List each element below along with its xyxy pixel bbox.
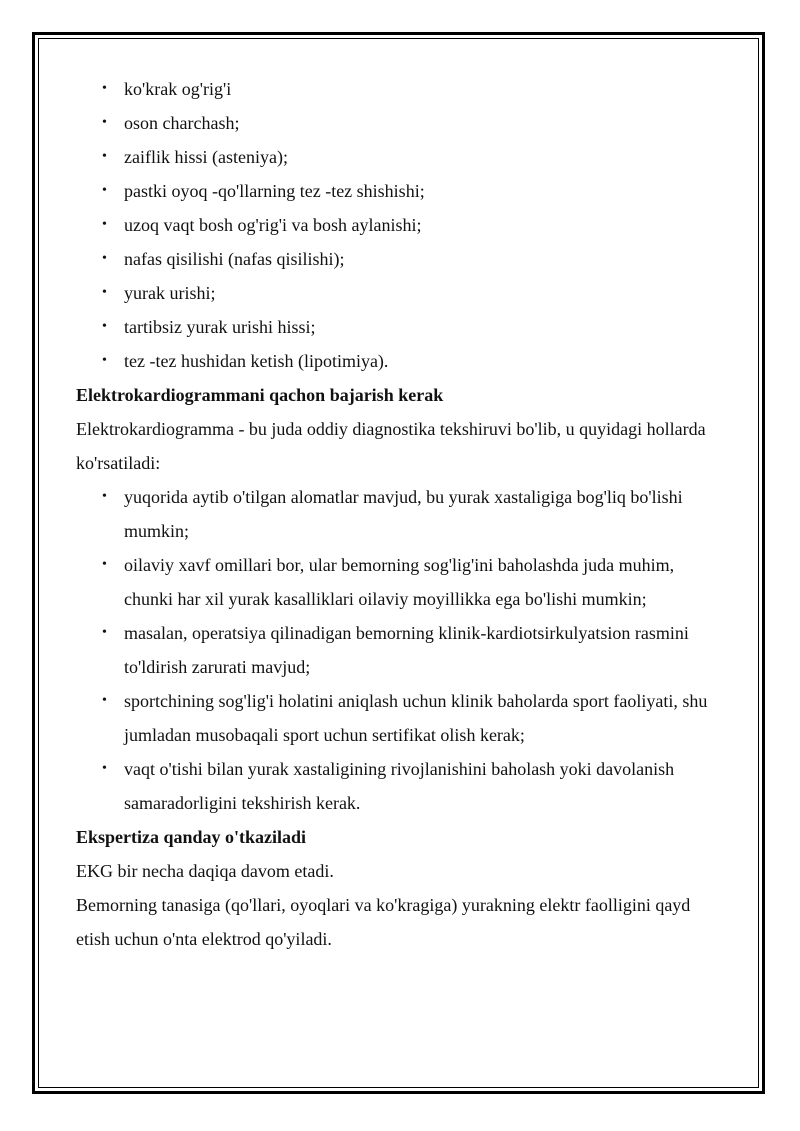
list-item-text: ko'krak og'rig'i	[124, 79, 232, 99]
bullet-icon: •	[102, 489, 107, 504]
document-body	[76, 72, 726, 956]
indication-list	[76, 480, 726, 820]
paragraph: Bemorning tanasiga (qo'llari, oyoqlari va ko'kragiga) yurakning elektr faolligini qayd etish uchun o'nta elektrod qo'yiladi.	[76, 895, 691, 949]
list-item	[76, 616, 726, 684]
bullet-icon: •	[102, 353, 107, 368]
list-item	[76, 276, 726, 310]
list-item-text: uzoq vaqt bosh og'rig'i va bosh aylanishi;	[124, 215, 422, 235]
list-item	[76, 344, 726, 378]
list-item	[76, 106, 726, 140]
bullet-icon: •	[102, 217, 107, 232]
bullet-icon: •	[102, 285, 107, 300]
paragraph: EKG bir necha daqiqa davom etadi.	[76, 861, 334, 881]
bullet-icon: •	[102, 183, 107, 198]
list-item	[76, 208, 726, 242]
list-item	[76, 684, 726, 752]
bullet-icon: •	[102, 81, 107, 96]
list-item	[76, 548, 726, 616]
list-item-text: pastki oyoq -qo'llarning tez -tez shishishi;	[124, 181, 425, 201]
bullet-icon: •	[102, 251, 107, 266]
list-item-text: yuqorida aytib o'tilgan alomatlar mavjud, bu yurak xastaligiga bog'liq bo'lishi mumkin;	[124, 487, 683, 541]
list-item	[76, 310, 726, 344]
bullet-icon: •	[102, 319, 107, 334]
list-item	[76, 140, 726, 174]
bullet-icon: •	[102, 557, 107, 572]
bullet-icon: •	[102, 625, 107, 640]
list-item-text: masalan, operatsiya qilinadigan bemorning klinik-kardiotsirkulyatsion rasmini to'ldirish zarurati mavjud;	[124, 623, 689, 677]
list-item	[76, 72, 726, 106]
bullet-icon: •	[102, 761, 107, 776]
list-item-text: zaiflik hissi (asteniya);	[124, 147, 288, 167]
list-item	[76, 480, 726, 548]
list-item-text: vaqt o'tishi bilan yurak xastaligining rivojlanishini baholash yoki davolanish samaradorligini tekshirish kerak.	[124, 759, 675, 813]
list-item	[76, 752, 726, 820]
list-item-text: yurak urishi;	[124, 283, 216, 303]
list-item-text: oilaviy xavf omillari bor, ular bemorning sog'lig'ini baholashda juda muhim, chunki har xil yurak kasalliklari oilaviy moyillikka ega bo'lishi mumkin;	[124, 555, 675, 609]
list-item-text: oson charchash;	[124, 113, 240, 133]
symptom-list	[76, 72, 726, 378]
list-item	[76, 174, 726, 208]
bullet-icon: •	[102, 693, 107, 708]
list-item-text: nafas qisilishi (nafas qisilishi);	[124, 249, 345, 269]
section-heading: Elektrokardiogrammani qachon bajarish kerak	[76, 385, 444, 405]
bullet-icon: •	[102, 149, 107, 164]
paragraph: Elektrokardiogramma - bu juda oddiy diagnostika tekshiruvi bo'lib, u quyidagi hollarda ko'rsatiladi:	[76, 419, 706, 473]
section-heading: Ekspertiza qanday o'tkaziladi	[76, 827, 307, 847]
list-item	[76, 242, 726, 276]
bullet-icon: •	[102, 115, 107, 130]
list-item-text: sportchining sog'lig'i holatini aniqlash uchun klinik baholarda sport faoliyati, shu jumladan musobaqali sport uchun sertifikat olish kerak;	[124, 691, 708, 745]
list-item-text: tez -tez hushidan ketish (lipotimiya).	[124, 351, 389, 371]
list-item-text: tartibsiz yurak urishi hissi;	[124, 317, 316, 337]
